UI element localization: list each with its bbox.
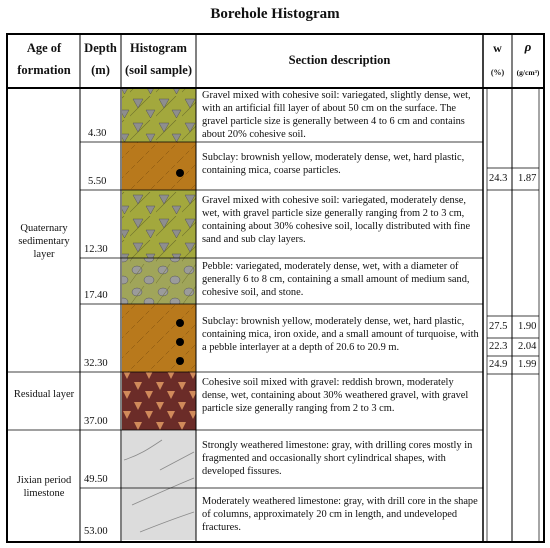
w-value: 24.3 (489, 173, 508, 184)
layer-description: Subclay: brownish yellow, moderately dense, wet, hard plastic, containing mica, coarse particles. (202, 152, 465, 176)
layer-description: Pebble: variegated, moderately dense, wet, with a diameter of generally 6 to 8 cm, containing a small amount of medium sand, cohesive soil, and stone. (202, 261, 470, 298)
histogram-residual (122, 372, 196, 430)
layer-description: Gravel mixed with cohesive soil: variegated, moderately dense, wet, with gravel particle size generally ranging from 2 to 3 cm, containing about 30% cohesive soil, locally distributed with fine sand and sub clay layers. (202, 195, 471, 245)
depth-value: 17.40 (84, 290, 108, 301)
histogram-gravel-2 (122, 190, 196, 258)
layer-description: Moderately weathered limestone: gray, with drill core in the shape of columns, approximately 20 cm in length, and undeveloped fractures. (202, 496, 478, 533)
histogram-pebble (122, 258, 196, 304)
histogram-subclay-2 (122, 304, 196, 372)
layer-description: Gravel mixed with cohesive soil: variegated, slightly dense, wet, with an artificial fill layer of about 50 cm on the surface. The gravel particle size is generally between 4 to 6 cm and contains about 20% cohesive soil. (202, 90, 471, 140)
depth-value: 37.00 (84, 416, 108, 427)
formation-residual: Residual layer (13, 389, 75, 400)
formation-jixian: Jixian period limestone (16, 475, 72, 500)
page-title: Borehole Histogram (210, 6, 340, 22)
depth-value: 32.30 (84, 358, 108, 369)
header-section: Section description (288, 53, 391, 67)
histogram-gravel-1 (122, 88, 196, 142)
depth-value: 12.30 (84, 244, 108, 255)
depth-value: 5.50 (88, 176, 107, 187)
rho-value: 2.04 (518, 341, 537, 352)
formation-quaternary: Quaternary sedimentary layer (18, 223, 70, 261)
depth-value: 4.30 (88, 128, 107, 139)
header-rho-unit: (g/cm³) (516, 68, 540, 77)
layer-description: Cohesive soil mixed with gravel: reddish brown, moderately dense, wet, containing about 30% weathered gravel, with gravel particle size generally ranging from 2 to 3 cm. (202, 377, 469, 414)
rho-value: 1.99 (518, 359, 537, 370)
depth-value: 49.50 (84, 474, 108, 485)
header-histogram: Histogram (soil sample) (124, 41, 192, 77)
header-depth: Depth (m) (84, 41, 117, 77)
header-age: Age of formation (17, 41, 71, 77)
histogram-subclay-1 (122, 142, 196, 190)
layer-description: Subclay: brownish yellow, moderately dense, wet, hard plastic, containing mica, iron oxide, and a small amount of turquoise, with a pebble interlayer at a depth of 20.6 to 20.9 m. (202, 316, 479, 353)
rho-value: 1.90 (518, 321, 537, 332)
depth-value: 53.00 (84, 526, 108, 537)
w-value: 27.5 (489, 321, 508, 332)
header-w-unit: (%) (490, 68, 505, 77)
layer-description: Strongly weathered limestone: gray, with drilling cores mostly in fragmented and occasionally short cylindrical shapes, with developed fissures. (202, 440, 473, 477)
w-value: 24.9 (489, 359, 508, 370)
header-w: w (493, 41, 502, 55)
rho-value: 1.87 (518, 173, 537, 184)
w-value: 22.3 (489, 341, 508, 352)
histogram-limestone (122, 430, 196, 540)
header-rho: ρ (524, 39, 532, 54)
